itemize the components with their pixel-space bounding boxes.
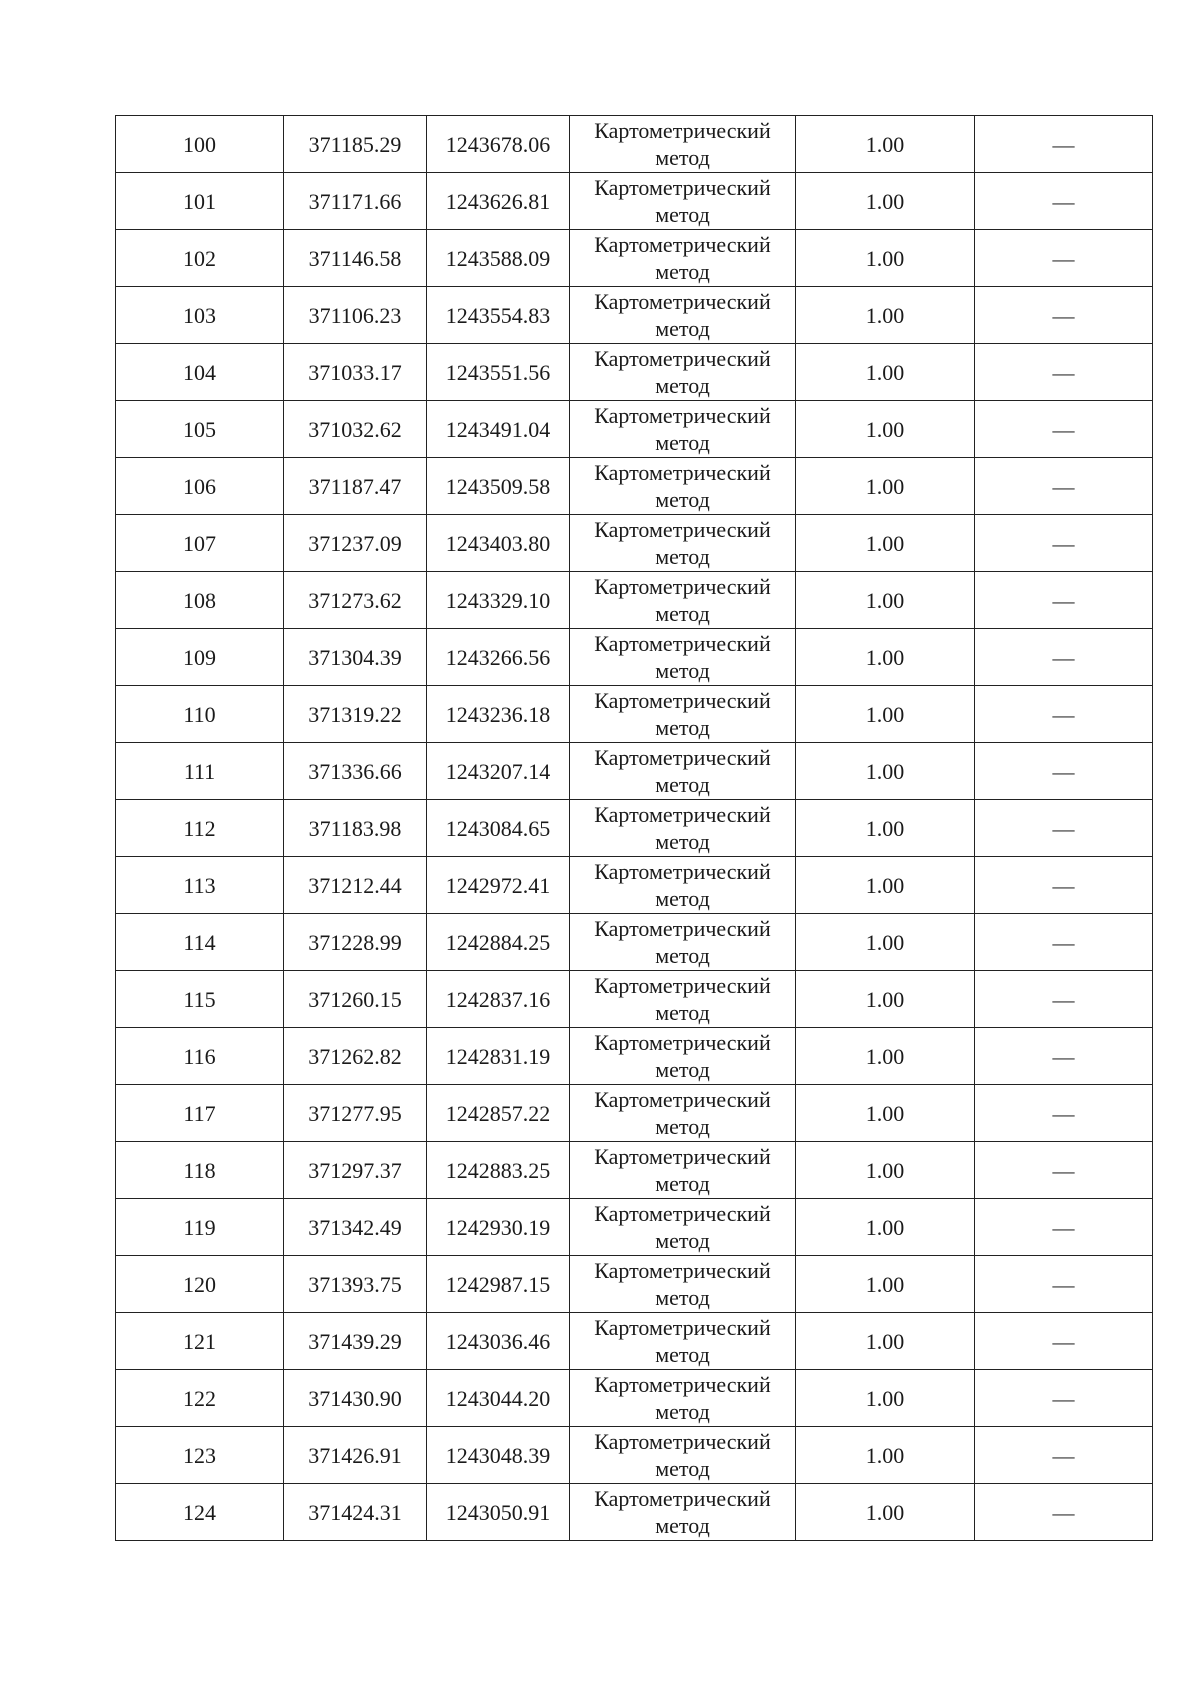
method-cell	[570, 230, 796, 287]
method-cell	[570, 1256, 796, 1313]
accuracy-cell: 1.00	[796, 572, 975, 629]
y-coordinate-cell: 1243678.06	[427, 116, 570, 173]
method-cell	[570, 401, 796, 458]
point-number-cell: 119	[116, 1199, 284, 1256]
note-cell: —	[975, 914, 1153, 971]
method-line-2: метод	[655, 1342, 710, 1367]
table-row	[116, 287, 1153, 344]
x-coordinate-cell: 371032.62	[284, 401, 427, 458]
note-cell: —	[975, 515, 1153, 572]
table-row	[116, 1313, 1153, 1370]
method-cell	[570, 914, 796, 971]
point-number-cell: 101	[116, 173, 284, 230]
method-cell	[570, 1142, 796, 1199]
note-cell: —	[975, 743, 1153, 800]
method-line-2: метод	[655, 829, 710, 854]
y-coordinate-cell: 1242930.19	[427, 1199, 570, 1256]
x-coordinate-cell: 371319.22	[284, 686, 427, 743]
note-cell: —	[975, 971, 1153, 1028]
point-number-cell: 113	[116, 857, 284, 914]
accuracy-cell: 1.00	[796, 1142, 975, 1199]
point-number-cell: 117	[116, 1085, 284, 1142]
method-cell	[570, 515, 796, 572]
point-number-cell: 112	[116, 800, 284, 857]
x-coordinate-cell: 371185.29	[284, 116, 427, 173]
note-cell: —	[975, 686, 1153, 743]
table-row	[116, 572, 1153, 629]
table-row	[116, 230, 1153, 287]
table-row	[116, 1199, 1153, 1256]
y-coordinate-cell: 1242883.25	[427, 1142, 570, 1199]
method-line-2: метод	[655, 1228, 710, 1253]
method-line-2: метод	[655, 1513, 710, 1538]
note-cell: —	[975, 1427, 1153, 1484]
method-line-2: метод	[655, 259, 710, 284]
table-row	[116, 857, 1153, 914]
y-coordinate-cell: 1243084.65	[427, 800, 570, 857]
accuracy-cell: 1.00	[796, 1199, 975, 1256]
table-row	[116, 1142, 1153, 1199]
y-coordinate-cell: 1242972.41	[427, 857, 570, 914]
x-coordinate-cell: 371212.44	[284, 857, 427, 914]
note-cell: —	[975, 572, 1153, 629]
method-cell	[570, 800, 796, 857]
accuracy-cell: 1.00	[796, 629, 975, 686]
method-line-2: метод	[655, 202, 710, 227]
method-line-2: метод	[655, 1456, 710, 1481]
note-cell: —	[975, 1199, 1153, 1256]
method-line-2: метод	[655, 943, 710, 968]
method-cell	[570, 1028, 796, 1085]
y-coordinate-cell: 1243509.58	[427, 458, 570, 515]
x-coordinate-cell: 371273.62	[284, 572, 427, 629]
method-line-1: Картометрический	[594, 574, 771, 599]
method-line-1: Картометрический	[594, 1315, 771, 1340]
accuracy-cell: 1.00	[796, 1370, 975, 1427]
table-row	[116, 401, 1153, 458]
y-coordinate-cell: 1243554.83	[427, 287, 570, 344]
method-line-1: Картометрический	[594, 802, 771, 827]
accuracy-cell: 1.00	[796, 116, 975, 173]
method-line-1: Картометрический	[594, 745, 771, 770]
method-line-2: метод	[655, 886, 710, 911]
method-line-2: метод	[655, 658, 710, 683]
note-cell: —	[975, 401, 1153, 458]
method-line-1: Картометрический	[594, 517, 771, 542]
accuracy-cell: 1.00	[796, 1484, 975, 1541]
note-cell: —	[975, 1370, 1153, 1427]
note-cell: —	[975, 1142, 1153, 1199]
table-row	[116, 1256, 1153, 1313]
method-line-2: метод	[655, 430, 710, 455]
x-coordinate-cell: 371187.47	[284, 458, 427, 515]
method-cell	[570, 686, 796, 743]
method-line-2: метод	[655, 373, 710, 398]
table-row	[116, 1427, 1153, 1484]
y-coordinate-cell: 1242857.22	[427, 1085, 570, 1142]
accuracy-cell: 1.00	[796, 344, 975, 401]
method-cell	[570, 857, 796, 914]
y-coordinate-cell: 1242837.16	[427, 971, 570, 1028]
y-coordinate-cell: 1243626.81	[427, 173, 570, 230]
x-coordinate-cell: 371183.98	[284, 800, 427, 857]
accuracy-cell: 1.00	[796, 743, 975, 800]
note-cell: —	[975, 1028, 1153, 1085]
point-number-cell: 105	[116, 401, 284, 458]
method-cell	[570, 1427, 796, 1484]
point-number-cell: 118	[116, 1142, 284, 1199]
method-line-1: Картометрический	[594, 346, 771, 371]
method-cell	[570, 287, 796, 344]
point-number-cell: 115	[116, 971, 284, 1028]
table-row	[116, 515, 1153, 572]
method-line-1: Картометрический	[594, 973, 771, 998]
note-cell: —	[975, 1313, 1153, 1370]
table-body	[116, 116, 1153, 1541]
point-number-cell: 106	[116, 458, 284, 515]
method-line-1: Картометрический	[594, 859, 771, 884]
table-row	[116, 971, 1153, 1028]
x-coordinate-cell: 371228.99	[284, 914, 427, 971]
note-cell: —	[975, 1085, 1153, 1142]
accuracy-cell: 1.00	[796, 1313, 975, 1370]
y-coordinate-cell: 1242987.15	[427, 1256, 570, 1313]
accuracy-cell: 1.00	[796, 686, 975, 743]
method-cell	[570, 1484, 796, 1541]
x-coordinate-cell: 371424.31	[284, 1484, 427, 1541]
table-row	[116, 800, 1153, 857]
accuracy-cell: 1.00	[796, 173, 975, 230]
point-number-cell: 109	[116, 629, 284, 686]
x-coordinate-cell: 371439.29	[284, 1313, 427, 1370]
method-cell	[570, 743, 796, 800]
point-number-cell: 110	[116, 686, 284, 743]
method-line-1: Картометрический	[594, 403, 771, 428]
point-number-cell: 120	[116, 1256, 284, 1313]
y-coordinate-cell: 1243588.09	[427, 230, 570, 287]
y-coordinate-cell: 1243236.18	[427, 686, 570, 743]
coordinates-table	[115, 115, 1153, 1541]
y-coordinate-cell: 1243266.56	[427, 629, 570, 686]
table-row	[116, 1028, 1153, 1085]
y-coordinate-cell: 1243551.56	[427, 344, 570, 401]
table-row	[116, 344, 1153, 401]
table-row	[116, 914, 1153, 971]
accuracy-cell: 1.00	[796, 800, 975, 857]
method-cell	[570, 1313, 796, 1370]
point-number-cell: 124	[116, 1484, 284, 1541]
y-coordinate-cell: 1243050.91	[427, 1484, 570, 1541]
point-number-cell: 121	[116, 1313, 284, 1370]
method-cell	[570, 1199, 796, 1256]
table-row	[116, 629, 1153, 686]
x-coordinate-cell: 371277.95	[284, 1085, 427, 1142]
x-coordinate-cell: 371171.66	[284, 173, 427, 230]
method-cell	[570, 1085, 796, 1142]
y-coordinate-cell: 1243403.80	[427, 515, 570, 572]
method-line-2: метод	[655, 772, 710, 797]
accuracy-cell: 1.00	[796, 230, 975, 287]
method-line-2: метод	[655, 715, 710, 740]
method-line-2: метод	[655, 1399, 710, 1424]
y-coordinate-cell: 1243491.04	[427, 401, 570, 458]
method-line-2: метод	[655, 1057, 710, 1082]
accuracy-cell: 1.00	[796, 401, 975, 458]
x-coordinate-cell: 371393.75	[284, 1256, 427, 1313]
point-number-cell: 108	[116, 572, 284, 629]
method-line-1: Картометрический	[594, 688, 771, 713]
note-cell: —	[975, 857, 1153, 914]
method-cell	[570, 173, 796, 230]
note-cell: —	[975, 344, 1153, 401]
accuracy-cell: 1.00	[796, 1256, 975, 1313]
method-line-2: метод	[655, 1285, 710, 1310]
method-cell	[570, 971, 796, 1028]
point-number-cell: 111	[116, 743, 284, 800]
point-number-cell: 122	[116, 1370, 284, 1427]
accuracy-cell: 1.00	[796, 971, 975, 1028]
accuracy-cell: 1.00	[796, 458, 975, 515]
x-coordinate-cell: 371430.90	[284, 1370, 427, 1427]
note-cell: —	[975, 458, 1153, 515]
point-number-cell: 104	[116, 344, 284, 401]
method-line-2: метод	[655, 1114, 710, 1139]
note-cell: —	[975, 230, 1153, 287]
accuracy-cell: 1.00	[796, 1028, 975, 1085]
method-cell	[570, 629, 796, 686]
method-line-2: метод	[655, 1171, 710, 1196]
y-coordinate-cell: 1243329.10	[427, 572, 570, 629]
table-row	[116, 1085, 1153, 1142]
x-coordinate-cell: 371426.91	[284, 1427, 427, 1484]
note-cell: —	[975, 173, 1153, 230]
table-row	[116, 1370, 1153, 1427]
method-line-1: Картометрический	[594, 1429, 771, 1454]
x-coordinate-cell: 371336.66	[284, 743, 427, 800]
accuracy-cell: 1.00	[796, 857, 975, 914]
accuracy-cell: 1.00	[796, 287, 975, 344]
method-line-1: Картометрический	[594, 1201, 771, 1226]
point-number-cell: 116	[116, 1028, 284, 1085]
table-row	[116, 173, 1153, 230]
table-row	[116, 1484, 1153, 1541]
method-line-2: метод	[655, 145, 710, 170]
method-line-1: Картометрический	[594, 1372, 771, 1397]
table-row	[116, 743, 1153, 800]
table-row	[116, 686, 1153, 743]
accuracy-cell: 1.00	[796, 515, 975, 572]
method-line-1: Картометрический	[594, 1087, 771, 1112]
table-row	[116, 116, 1153, 173]
x-coordinate-cell: 371237.09	[284, 515, 427, 572]
x-coordinate-cell: 371033.17	[284, 344, 427, 401]
point-number-cell: 107	[116, 515, 284, 572]
x-coordinate-cell: 371262.82	[284, 1028, 427, 1085]
x-coordinate-cell: 371146.58	[284, 230, 427, 287]
x-coordinate-cell: 371260.15	[284, 971, 427, 1028]
method-line-1: Картометрический	[594, 1486, 771, 1511]
x-coordinate-cell: 371106.23	[284, 287, 427, 344]
point-number-cell: 100	[116, 116, 284, 173]
note-cell: —	[975, 629, 1153, 686]
y-coordinate-cell: 1243048.39	[427, 1427, 570, 1484]
accuracy-cell: 1.00	[796, 1427, 975, 1484]
method-cell	[570, 572, 796, 629]
method-line-2: метод	[655, 316, 710, 341]
method-line-2: метод	[655, 487, 710, 512]
method-line-2: метод	[655, 1000, 710, 1025]
y-coordinate-cell: 1243044.20	[427, 1370, 570, 1427]
table-row	[116, 458, 1153, 515]
method-line-1: Картометрический	[594, 631, 771, 656]
method-line-2: метод	[655, 544, 710, 569]
point-number-cell: 103	[116, 287, 284, 344]
method-cell	[570, 458, 796, 515]
method-line-1: Картометрический	[594, 1258, 771, 1283]
method-cell	[570, 116, 796, 173]
y-coordinate-cell: 1243036.46	[427, 1313, 570, 1370]
x-coordinate-cell: 371297.37	[284, 1142, 427, 1199]
method-line-1: Картометрический	[594, 232, 771, 257]
method-line-2: метод	[655, 601, 710, 626]
method-line-1: Картометрический	[594, 118, 771, 143]
point-number-cell: 123	[116, 1427, 284, 1484]
method-line-1: Картометрический	[594, 916, 771, 941]
note-cell: —	[975, 116, 1153, 173]
method-line-1: Картометрический	[594, 1030, 771, 1055]
x-coordinate-cell: 371304.39	[284, 629, 427, 686]
point-number-cell: 114	[116, 914, 284, 971]
note-cell: —	[975, 287, 1153, 344]
y-coordinate-cell: 1243207.14	[427, 743, 570, 800]
method-line-1: Картометрический	[594, 289, 771, 314]
note-cell: —	[975, 1256, 1153, 1313]
note-cell: —	[975, 800, 1153, 857]
x-coordinate-cell: 371342.49	[284, 1199, 427, 1256]
accuracy-cell: 1.00	[796, 914, 975, 971]
note-cell: —	[975, 1484, 1153, 1541]
accuracy-cell: 1.00	[796, 1085, 975, 1142]
method-line-1: Картометрический	[594, 1144, 771, 1169]
method-line-1: Картометрический	[594, 175, 771, 200]
method-cell	[570, 344, 796, 401]
y-coordinate-cell: 1242831.19	[427, 1028, 570, 1085]
point-number-cell: 102	[116, 230, 284, 287]
method-cell	[570, 1370, 796, 1427]
y-coordinate-cell: 1242884.25	[427, 914, 570, 971]
method-line-1: Картометрический	[594, 460, 771, 485]
